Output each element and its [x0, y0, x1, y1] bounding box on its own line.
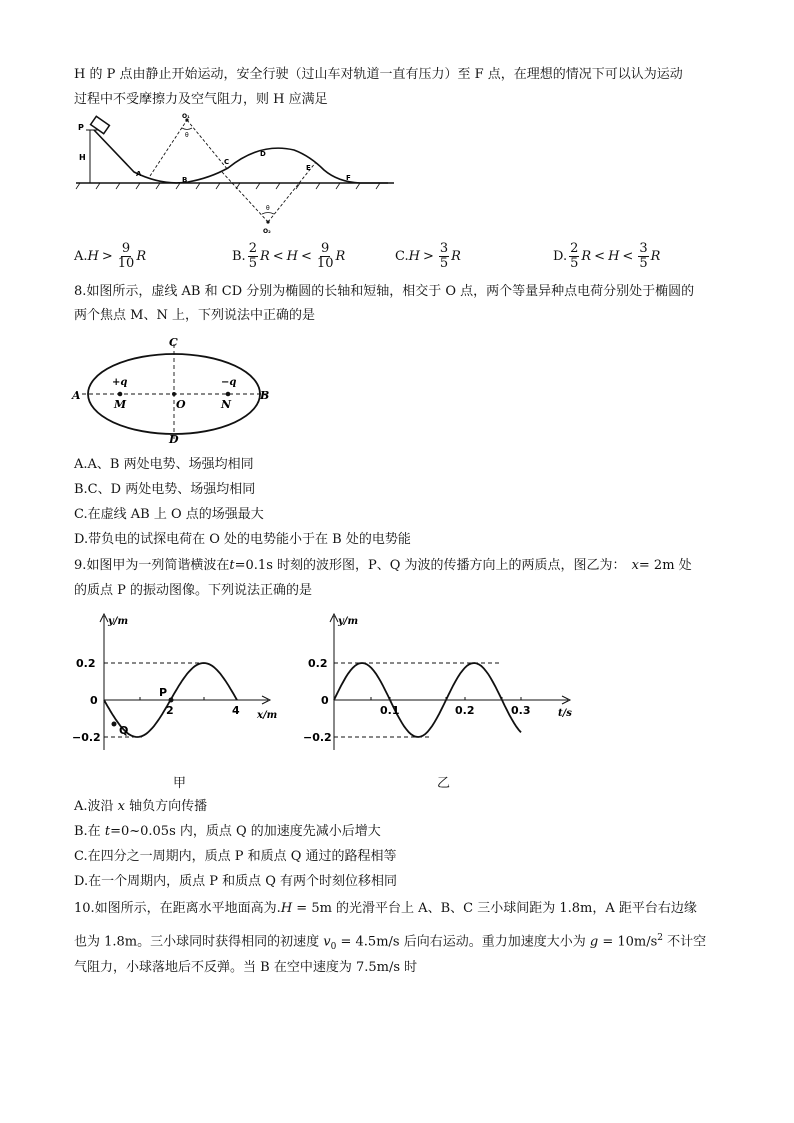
- svg-text:B: B: [260, 389, 270, 402]
- fig-label-B: B: [182, 176, 188, 184]
- svg-text:x/m: x/m: [257, 710, 278, 721]
- point-O: [172, 392, 176, 396]
- q9-option-A[interactable]: A.波沿 x 轴负方向传播: [74, 799, 208, 814]
- q7-text-line1: H 的 P 点由静止开始运动，安全行驶（过山车对轨道一直有压力）至 F 点，在理想的情况下可以认为运动: [74, 67, 683, 82]
- fig-label-E: E: [306, 164, 311, 172]
- point-P: [169, 698, 174, 703]
- q7-option-A[interactable]: A. H > $\frac{9}{10}$ R: [74, 241, 147, 271]
- caption-jia: 甲: [173, 776, 187, 791]
- ground-hatching: [76, 183, 380, 189]
- svg-text:−0.2: −0.2: [303, 731, 332, 744]
- svg-text:−0.2: −0.2: [72, 731, 101, 744]
- svg-text:C: C: [169, 336, 178, 349]
- ellipse-figure: [70, 330, 280, 448]
- svg-text:y/m: y/m: [338, 616, 359, 627]
- svg-text:0.2: 0.2: [455, 704, 475, 717]
- fig-label-theta1: θ: [185, 132, 189, 139]
- charge-M: [118, 392, 123, 397]
- q9-option-B[interactable]: B.在 t=0~0.05s 内，质点 Q 的加速度先减小后增大: [74, 824, 381, 839]
- svg-text:A: A: [72, 389, 81, 402]
- roller-coaster-figure: [70, 112, 400, 237]
- q10-text-line1: 10.如图所示，在距离水平地面高为.H = 5m 的光滑平台上 A、B、C 三小球间距为 1.8m，A 距平台右边缘: [74, 901, 697, 916]
- svg-text:t/s: t/s: [558, 708, 572, 719]
- svg-text:2: 2: [166, 704, 174, 717]
- fig-label-theta2: θ: [266, 205, 270, 212]
- point-Q: [112, 722, 117, 727]
- q8-option-D[interactable]: D.带负电的试探电荷在 O 处的电势能小于在 B 处的电势能: [74, 532, 411, 547]
- vibration-graph-yi: [300, 610, 590, 760]
- q7-option-B[interactable]: B. $\frac{2}{5}$ R < H < $\frac{9}{10}$ R: [232, 241, 346, 271]
- svg-text:M: M: [114, 398, 127, 411]
- svg-text:0.1: 0.1: [380, 704, 400, 717]
- q8-option-C[interactable]: C.在虚线 AB 上 O 点的场强最大: [74, 507, 264, 522]
- q8-text-line2: 两个焦点 M、N 上，下列说法中正确的是: [74, 308, 315, 323]
- svg-text:Q: Q: [119, 724, 129, 737]
- fig-label-O1: O₁: [182, 113, 190, 120]
- q10-text-line2: 也为 1.8m。三小球同时获得相同的初速度 $v_0 = 4.5m/s$ 后向右运动。重力加速度大小为 $g = 10m/s^2$ 不计空: [74, 933, 707, 952]
- q7-option-C[interactable]: C. H > $\frac{3}{5}$ R: [395, 241, 461, 271]
- charge-N: [226, 392, 231, 397]
- fig-label-O2: O₂: [263, 228, 271, 235]
- q9-option-C[interactable]: C.在四分之一周期内，质点 P 和质点 Q 通过的路程相等: [74, 849, 397, 864]
- wave-graph-jia: [70, 610, 290, 760]
- q10-text-line3: 气阻力，小球落地后不反弹。当 B 在空中速度为 7.5m/s 时: [74, 960, 418, 975]
- q8-text-line1: 8.如图所示，虚线 AB 和 CD 分别为椭圆的长轴和短轴，相交于 O 点，两个等量异种点电荷分别处于椭圆的: [74, 284, 695, 299]
- svg-text:y/m: y/m: [108, 616, 129, 627]
- svg-text:D: D: [169, 433, 179, 446]
- fig-label-H: H: [79, 153, 86, 162]
- fig-label-P: P: [78, 123, 84, 132]
- coaster-cart: [91, 116, 110, 133]
- svg-text:0.2: 0.2: [308, 657, 328, 670]
- q8-option-B[interactable]: B.C、D 两处电势、场强均相同: [74, 482, 256, 497]
- svg-text:0.2: 0.2: [76, 657, 96, 670]
- svg-text:0: 0: [90, 694, 98, 707]
- q7-option-D[interactable]: D. $\frac{2}{5}$ R < H < $\frac{3}{5}$ R: [553, 241, 661, 271]
- svg-text:P: P: [159, 686, 168, 699]
- svg-text:4: 4: [232, 704, 240, 717]
- svg-text:0.3: 0.3: [511, 704, 531, 717]
- fig-label-A: A: [136, 170, 142, 178]
- fig-label-C: C: [224, 158, 230, 166]
- q9-text-line1: 9.如图甲为一列简谐横波在t=0.1s 时刻的波形图，P、Q 为波的传播方向上的两质点，图乙为： x= 2m 处: [74, 558, 692, 573]
- fig-label-D: D: [260, 150, 266, 158]
- q9-option-D[interactable]: D.在一个周期内，质点 P 和质点 Q 有两个时刻位移相同: [74, 874, 398, 889]
- fig-label-F: F: [346, 174, 351, 182]
- svg-text:−q: −q: [221, 377, 237, 388]
- q9-text-line2: 的质点 P 的振动图像。下列说法正确的是: [74, 583, 313, 598]
- caption-yi: 乙: [437, 776, 451, 791]
- q7-text-line2: 过程中不受摩擦力及空气阻力，则 H 应满足: [74, 92, 328, 107]
- svg-text:O: O: [176, 398, 186, 411]
- svg-text:+q: +q: [112, 377, 128, 388]
- q8-option-A[interactable]: A.A、B 两处电势、场强均相同: [74, 457, 254, 472]
- svg-text:0: 0: [321, 694, 329, 707]
- svg-text:N: N: [221, 398, 232, 411]
